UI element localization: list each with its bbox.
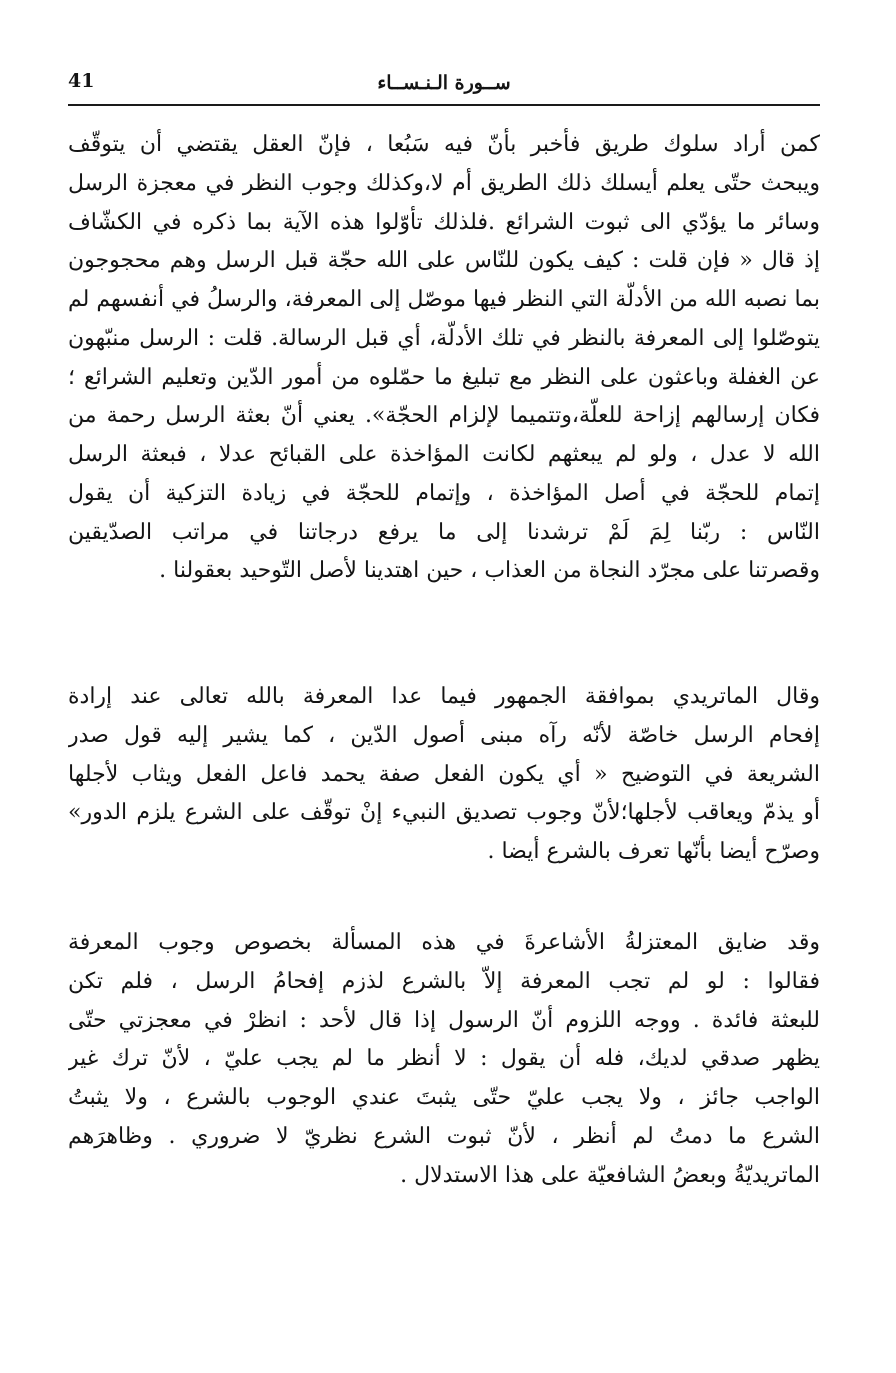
paragraph-3 (68, 924, 820, 1195)
text-line: عن الغفلة وباعثون على النظر مع تبليغ ما حمّلوه من أمور الدّين وتعليم الشرائع ؛ (68, 364, 820, 390)
text-line: الله لا عدل ، ولو لم يبعثهم لكانت المؤاخذة على القبائح عدلا ، فبعثة الرسل (68, 442, 820, 467)
text-line: وقصرتنا على مجرّد النجاة من العذاب ، حين اهتدينا لأصل التّوحيد بعقولنا . (159, 558, 820, 584)
text-line: وصرّح أيضا بأنّها تعرف بالشرع أيضا . (487, 839, 820, 864)
text-line: ويبحث حتّى يعلم أيسلك ذلك الطريق أم لا،وكذلك وجوب النظر في معجزة الرسل (68, 170, 820, 196)
text-line: وقال الماتريدي بموافقة الجمهور فيما عدا المعرفة بالله تعالى عند إرادة (68, 684, 820, 709)
running-header (68, 70, 820, 104)
text-line: النّاس : ربّنا لِمَ لَمْ ترشدنا إلى ما يرفع درجاتنا في مراتب الصدّيقين (68, 519, 820, 545)
text-line: إذ قال « فإن قلت : كيف يكون للنّاس على الله حجّة قبل الرسل وهم محجوجون (68, 248, 820, 274)
text-line: وقد ضايق المعتزلةُ الأشاعرةَ في هذه المسألة بخصوص وجوب المعرفة (68, 930, 820, 955)
text-line: الشريعة في التوضيح « أي يكون الفعل صفة يحمد فاعل الفعل ويثاب لأجلها (68, 761, 820, 787)
page-number: 41 (68, 70, 95, 92)
text-line: إتمام للحجّة في أصل المؤاخذة ، وإتمام للحجّة في زيادة التزكية أن يقول (68, 480, 820, 506)
text-line: الماتريديّةُ وبعضُ الشافعيّة على هذا الاستدلال . (400, 1162, 820, 1188)
header-rule (68, 104, 820, 106)
text-line: يظهر صدقي لديك، فله أن يقول : لا أنظر ما لم يجب عليّ ، لأنّ ترك غير (68, 1046, 820, 1072)
text-line: كمن أراد سلوك طريق فأخبر بأنّ فيه سَبُعا ، فإنّ العقل يقتضي أن يتوقّف (68, 132, 820, 157)
text-line: وسائر ما يؤدّي الى ثبوت الشرائع .فلذلك تأوّلوا هذه الآية بما ذكره في الكشّاف (68, 209, 820, 235)
text-line: فقالوا : لو لم تجب المعرفة إلاّ بالشرع لذزم إفحامُ الرسل ، فلم تكن (68, 968, 820, 994)
text-line: للبعثة فائدة . ووجه اللزوم أنّ الرسول إذا قال لأحد : انظرْ في معجزتي حتّى (68, 1007, 820, 1033)
text-line: الواجب جائز ، ولا يجب عليّ حتّى يثبتَ عندي الوجوب بالشرع ، ولا يثبتُ (68, 1085, 820, 1110)
text-line: بما نصبه الله من الأدلّة التي النظر فيها موصّل إلى المعرفة، والرسلُ في أنفسهم لم (68, 287, 820, 312)
surah-title: ســورة الـنـســاء (377, 72, 511, 94)
text-line: الشرع ما دمتُ لم أنظر ، لأنّ ثبوت الشرع نظريّ لا ضروري . وظاهرَهم (68, 1123, 820, 1149)
text-line: يتوصّلوا إلى المعرفة بالنظر في تلك الأدلّة، أي قبل الرسالة. قلت : الرسل منبّهون (68, 325, 820, 351)
paragraph-1 (68, 126, 820, 591)
paragraph-2 (68, 678, 820, 872)
text-line: إفحام الرسل خاصّة لأنّه رآه مبنى أصول الدّين ، كما يشير إليه قول صدر (68, 722, 820, 748)
text-line: أو يذمّ ويعاقب لأجلها؛لأنّ وجوب تصديق النبيء إنْ توقّف على الشرع يلزم الدور» (68, 800, 820, 826)
text-line: فكان إرسالهم إزاحة للعلّة،وتتميما لإلزام الحجّة». يعني أنّ بعثة الرسل رحمة من (68, 403, 820, 429)
